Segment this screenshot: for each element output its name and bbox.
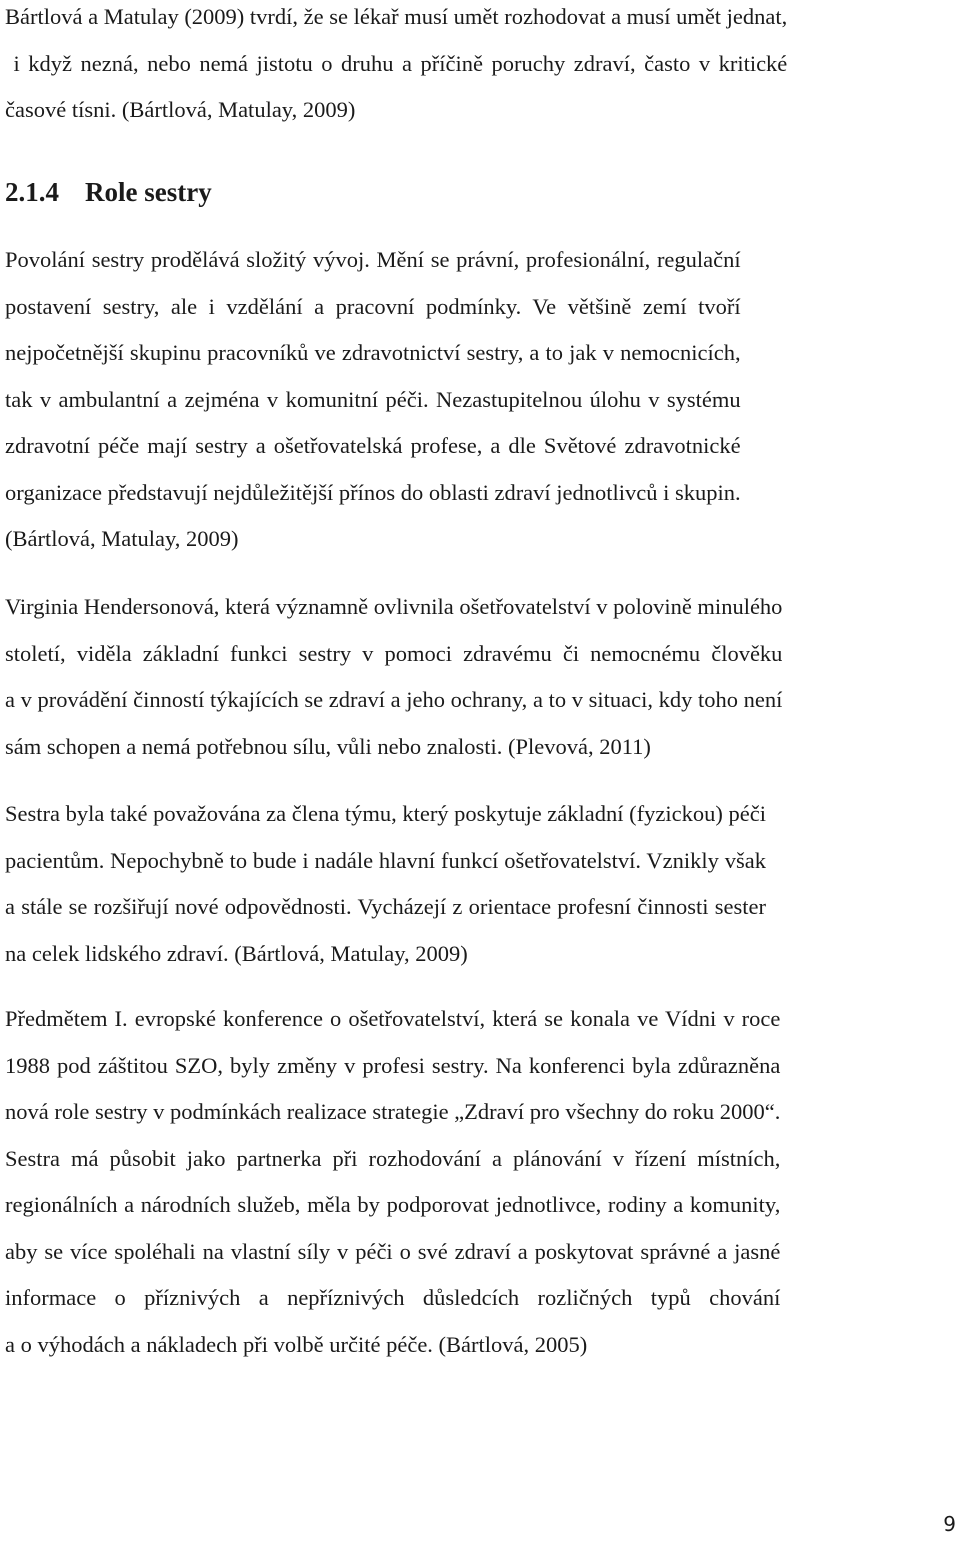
- text-line: časové tísni. (Bártlová, Matulay, 2009): [5, 97, 356, 122]
- text-line: a v provádění činností týkajících se zdraví a jeho ochrany, a to v situaci, kdy toho není: [5, 687, 783, 712]
- text-line: tak v ambulantní a zejména v komunitní péči. Nezastupitelnou úlohu v systému: [5, 386, 741, 412]
- text-line: postavení sestry, ale i vzdělání a pracovní podmínky. Ve většině zemí tvoří: [5, 293, 741, 319]
- text-line: na celek lidského zdraví. (Bártlová, Matulay, 2009): [5, 940, 468, 966]
- text-line: zdravotní péče mají sestry a ošetřovatelská profese, a dle Světové zdravotnické: [5, 433, 741, 458]
- text-line: Virginia Hendersonová, která významně ovlivnila ošetřovatelství v polovině minulého: [5, 594, 783, 619]
- text-line: informace o příznivých a nepříznivých důsledcích rozličných typů chování: [5, 1285, 781, 1310]
- section-heading: [5, 172, 212, 212]
- intro-paragraph: [5, 0, 787, 134]
- section-number: 2.1.4: [5, 177, 59, 207]
- text-line: nová role sestry v podmínkách realizace strategie „Zdraví pro všechny do roku 2000“.: [5, 1099, 781, 1124]
- text-line: století, viděla základní funkci sestry v pomoci zdravému či nemocnému člověku: [5, 640, 783, 666]
- text-line: regionálních a národních služeb, měla by podporovat jednotlivce, rodiny a komunity,: [5, 1192, 781, 1217]
- body-paragraph: [5, 584, 782, 770]
- body-paragraph: [5, 996, 780, 1368]
- text-line: Sestra byla také považována za člena týmu, který poskytuje základní (fyzickou) péči: [5, 801, 766, 826]
- text-line: Bártlová a Matulay (2009) tvrdí, že se lékař musí umět rozhodovat a musí umět jednat,: [5, 4, 788, 29]
- text-line: aby se více spoléhali na vlastní síly v péči o své zdraví a poskytovat správné a jasné: [5, 1238, 781, 1264]
- text-line: Předmětem I. evropské konference o ošetřovatelství, která se konala ve Vídni v roce: [5, 1006, 781, 1031]
- text-line: organizace představují nejdůležitější přínos do oblasti zdraví jednotlivců i skupin.: [5, 479, 741, 505]
- page-number: 9: [943, 1512, 956, 1536]
- body-paragraph: [5, 791, 766, 977]
- text-line: a stále se rozšiřují nové odpovědnosti. Vycházejí z orientace profesní činnosti sester: [5, 894, 766, 919]
- text-line: Sestra má působit jako partnerka při rozhodování a plánování v řízení místních,: [5, 1145, 781, 1171]
- text-line: (Bártlová, Matulay, 2009): [5, 526, 239, 551]
- text-line: Povolání sestry prodělává složitý vývoj. Mění se právní, profesionální, regulační: [5, 247, 741, 272]
- text-line: 1988 pod záštitou SZO, byly změny v profesi sestry. Na konferenci byla zdůrazněna: [5, 1052, 781, 1078]
- section-title: Role sestry: [85, 177, 212, 207]
- text-line: pacientům. Nepochybně to bude i nadále hlavní funkcí ošetřovatelství. Vznikly však: [5, 847, 766, 873]
- text-line: a o výhodách a nákladech při volbě určité péče. (Bártlová, 2005): [5, 1331, 588, 1357]
- text-line: i když nezná, nebo nemá jistotu o druhu a příčině poruchy zdraví, často v kritické: [5, 50, 788, 76]
- text-line: sám schopen a nemá potřebnou sílu, vůli nebo znalosti. (Plevová, 2011): [5, 733, 651, 759]
- text-line: nejpočetnější skupinu pracovníků ve zdravotnictví sestry, a to jak v nemocnicích,: [5, 340, 741, 365]
- body-paragraph: [5, 237, 741, 563]
